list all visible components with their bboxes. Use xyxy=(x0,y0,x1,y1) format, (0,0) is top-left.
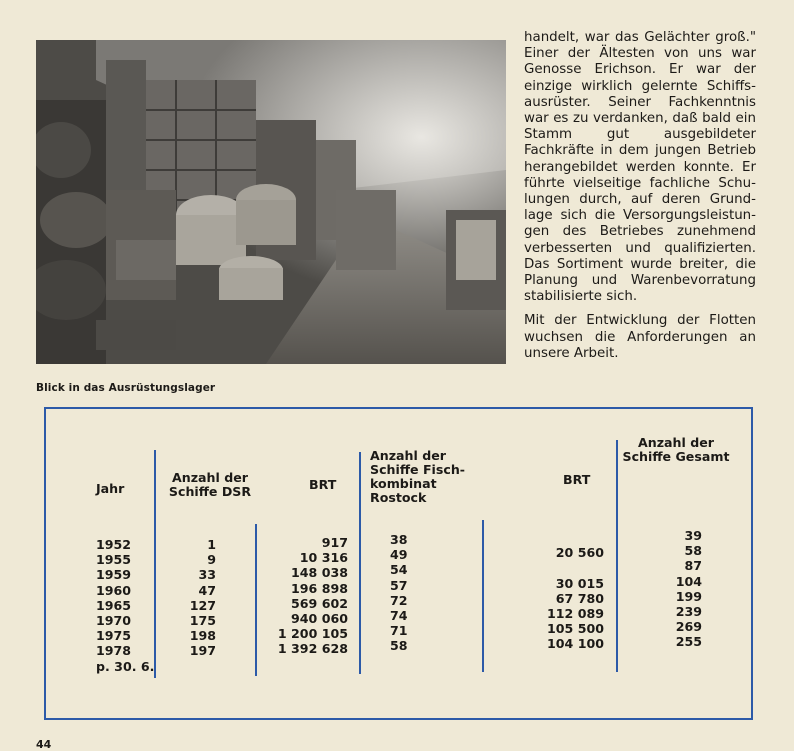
column-dsr xyxy=(168,537,216,659)
cell-brt-1: 148 038 xyxy=(291,565,348,581)
cell-dsr: 33 xyxy=(198,567,216,583)
cell-brt-2: 105 500 xyxy=(547,621,604,637)
column-brt-1 xyxy=(262,535,348,657)
header-brt-1: BRT xyxy=(309,477,337,492)
cell-brt-1: 196 898 xyxy=(291,580,348,596)
cell-jahr: 1978 xyxy=(96,643,132,659)
cell-brt-2 xyxy=(530,560,604,575)
body-text xyxy=(524,30,756,370)
cell-fisch: 57 xyxy=(390,577,408,593)
column-gesamt xyxy=(660,528,702,650)
cell-dsr: 127 xyxy=(189,597,216,613)
cell-fisch: 38 xyxy=(390,532,408,547)
cell-jahr: 1965 xyxy=(96,597,132,613)
cell-dsr: 1 xyxy=(207,537,216,552)
cell-jahr: 1955 xyxy=(96,552,132,568)
cell-dsr: 198 xyxy=(189,628,216,644)
cell-gesamt: 199 xyxy=(675,588,702,604)
cell-brt-2 xyxy=(530,530,604,545)
cell-gesamt: 269 xyxy=(675,619,702,635)
cell-brt-1: 10 316 xyxy=(299,550,348,566)
cell-dsr: 47 xyxy=(198,582,216,598)
cell-brt-1: 940 060 xyxy=(291,611,348,627)
cell-gesamt: 58 xyxy=(684,543,702,559)
cell-brt-2: 30 015 xyxy=(555,575,604,591)
warehouse-photo-image xyxy=(36,40,506,364)
paragraph-1: handelt, war das Gelächter groß." Einer der Ältesten von uns war Genosse Erichson. Er war der einzige wirklich gelernte Schiffs-ausrüster. Seiner Fachkenntnis war es zu verdanken, daß bald ein Stamm gut ausgebildeter Fachkräfte in dem jungen Betrieb herangebildet werden konnte. Er führte vielseitige fachliche Schu-lungen durch, auf deren Grund-lage sich die Versorgungsleistun-gen des Betriebes zunehmend verbesserten und qualifizierten. Das Sortiment wurde breiter, die Planung und Warenbevorratung stabilisierte sich. xyxy=(524,30,756,305)
cell-jahr: 1975 xyxy=(96,628,132,644)
header-brt-2: BRT xyxy=(563,472,591,487)
page-number: 44 xyxy=(36,738,52,751)
cell-brt-1: 1 392 628 xyxy=(277,641,348,657)
cell-jahr: 1959 xyxy=(96,567,132,583)
cell-brt-2: 112 089 xyxy=(547,606,604,622)
cell-fisch: 58 xyxy=(390,638,408,654)
cell-fisch: 72 xyxy=(390,592,408,608)
paragraph-2: Mit der Entwicklung der Flotten wuchsen die Anforderungen an unsere Arbeit. xyxy=(524,313,756,361)
cell-gesamt: 39 xyxy=(684,528,702,543)
column-brt-2 xyxy=(530,530,604,652)
cell-gesamt: 104 xyxy=(675,573,702,589)
column-fischkombinat xyxy=(390,532,408,654)
header-anzahl-dsr: Anzahl der Schiffe DSR xyxy=(168,470,252,499)
cell-jahr: 1960 xyxy=(96,582,132,598)
cell-brt-1: 1 200 105 xyxy=(277,626,348,642)
header-anzahl-fisch: Anzahl der Schiffe Fisch-kombinat Rostock xyxy=(370,448,466,505)
cell-fisch: 54 xyxy=(390,562,408,578)
header-anzahl-gesamt: Anzahl der Schiffe Gesamt xyxy=(622,435,730,464)
cell-jahr: p. 30. 6. xyxy=(96,658,155,674)
cell-fisch: 74 xyxy=(390,608,408,624)
table-divider-5 xyxy=(616,440,618,672)
photo-caption: Blick in das Ausrüstungslager xyxy=(36,382,216,394)
cell-fisch: 71 xyxy=(390,623,408,639)
cell-dsr: 197 xyxy=(189,643,216,659)
cell-brt-2: 20 560 xyxy=(555,545,604,561)
table-divider-3 xyxy=(359,452,361,674)
cell-brt-1: 569 602 xyxy=(291,595,348,611)
cell-brt-2: 67 780 xyxy=(555,590,604,606)
header-jahr: Jahr xyxy=(96,481,125,496)
table-divider-2 xyxy=(255,524,257,676)
cell-jahr: 1970 xyxy=(96,613,132,629)
cell-gesamt: 239 xyxy=(675,604,702,620)
cell-gesamt: 87 xyxy=(684,558,702,574)
cell-gesamt: 255 xyxy=(675,634,702,650)
column-jahr xyxy=(96,537,154,674)
cell-fisch: 49 xyxy=(390,547,408,563)
cell-dsr: 175 xyxy=(189,613,216,629)
table-divider-4 xyxy=(482,520,484,672)
warehouse-photo xyxy=(36,40,506,364)
cell-dsr: 9 xyxy=(207,552,216,568)
cell-jahr: 1952 xyxy=(96,537,132,552)
cell-brt-1: 917 xyxy=(321,535,348,550)
cell-brt-2: 104 100 xyxy=(547,636,604,652)
